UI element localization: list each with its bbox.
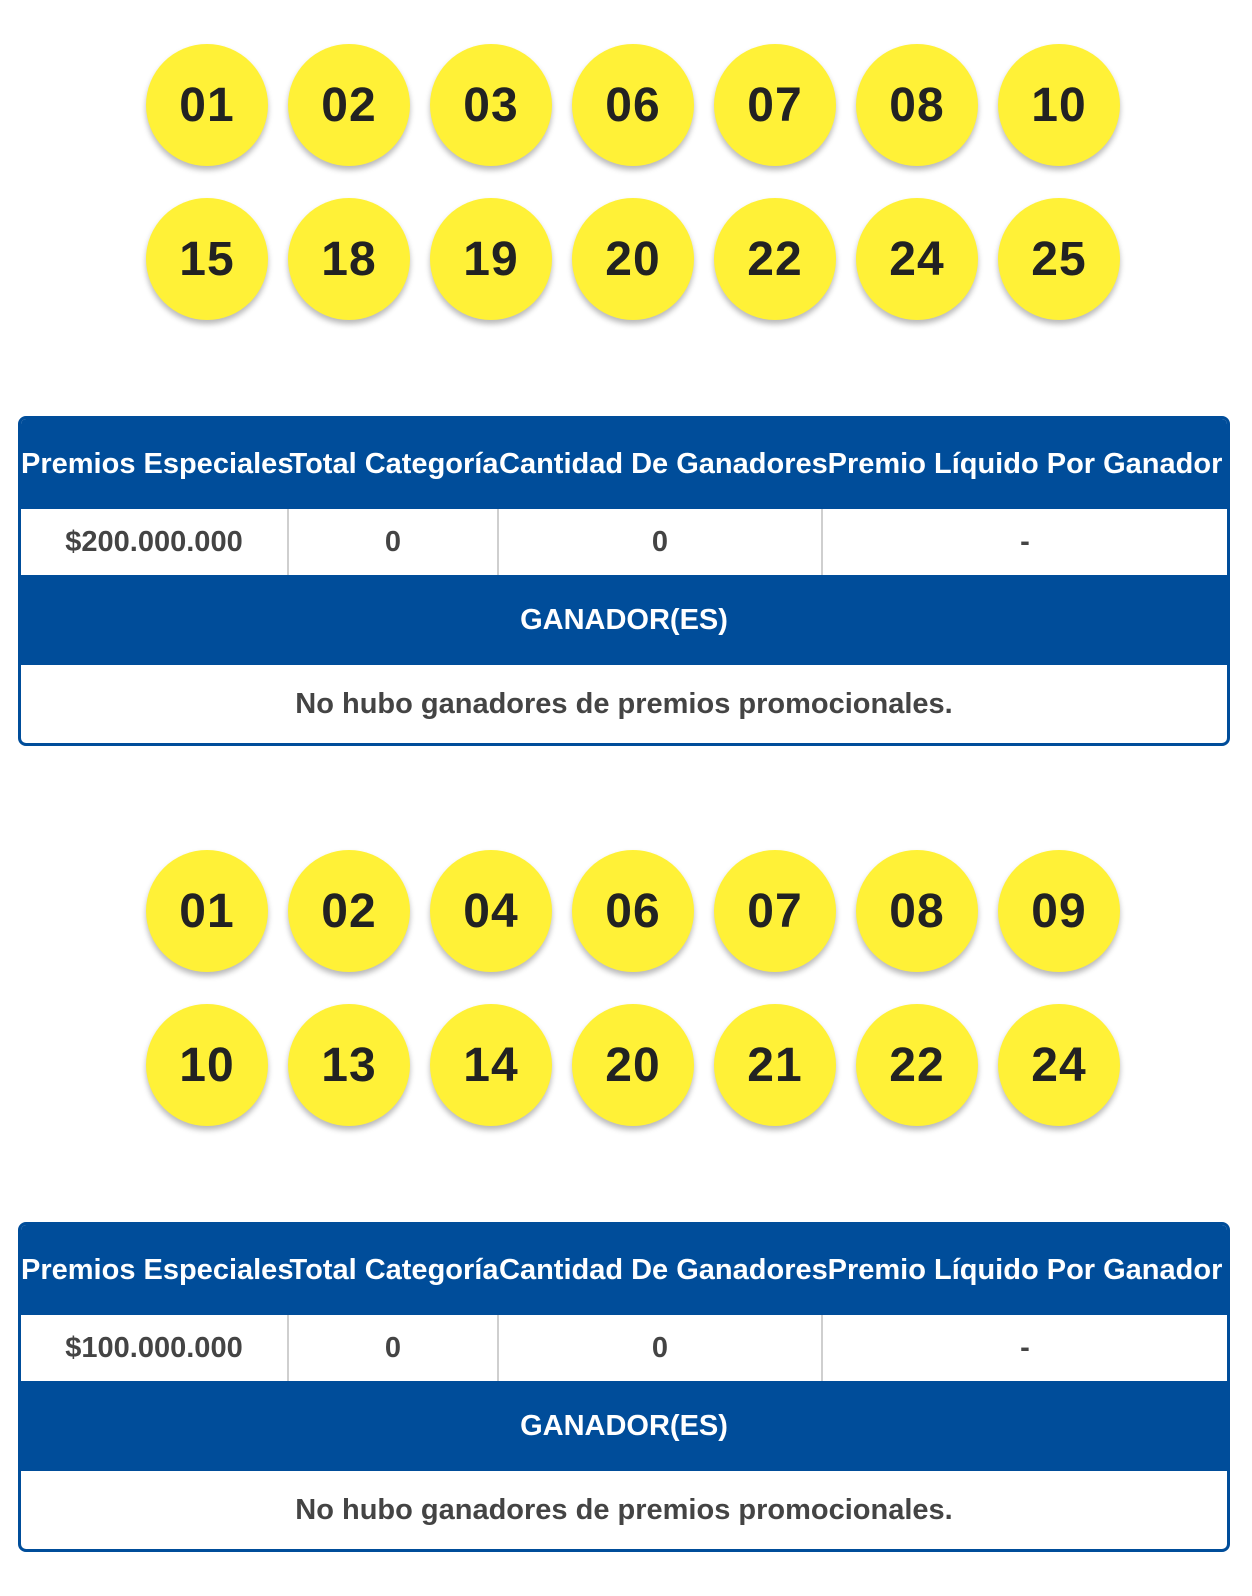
lottery-ball: 20 xyxy=(572,1004,694,1126)
cell-net-prize: - xyxy=(1020,1331,1030,1364)
winners-heading: GANADOR(ES) xyxy=(21,575,1227,665)
table-row xyxy=(21,1315,1227,1381)
lottery-ball: 24 xyxy=(856,198,978,320)
header-premios-especiales: Premios Especiales xyxy=(21,447,294,480)
header-premio-liquido: Premio Líquido Por Ganador xyxy=(827,1253,1223,1286)
header-premios-especiales: Premios Especiales xyxy=(21,1253,294,1286)
lottery-ball: 14 xyxy=(430,1004,552,1126)
lottery-ball: 22 xyxy=(714,198,836,320)
lottery-ball: 13 xyxy=(288,1004,410,1126)
lottery-ball: 25 xyxy=(998,198,1120,320)
cell-total-category: 0 xyxy=(289,509,499,575)
balls-row xyxy=(146,198,1126,320)
balls-row xyxy=(146,44,1126,166)
header-cantidad-ganadores: Cantidad De Ganadores xyxy=(499,447,828,480)
lottery-ball: 20 xyxy=(572,198,694,320)
table-row xyxy=(21,509,1227,575)
balls-row xyxy=(146,850,1126,972)
special-prizes-table xyxy=(18,416,1230,746)
lottery-ball: 24 xyxy=(998,1004,1120,1126)
lottery-ball: 10 xyxy=(146,1004,268,1126)
lottery-ball: 07 xyxy=(714,850,836,972)
header-total-categoria: Total Categoría xyxy=(289,447,499,480)
cell-winner-count: 0 xyxy=(499,509,823,575)
table-header xyxy=(21,419,1227,509)
lottery-ball: 06 xyxy=(572,850,694,972)
header-total-categoria: Total Categoría xyxy=(289,1253,499,1286)
winners-heading: GANADOR(ES) xyxy=(21,1381,1227,1471)
lottery-ball: 01 xyxy=(146,44,268,166)
lottery-ball: 08 xyxy=(856,44,978,166)
lottery-ball: 06 xyxy=(572,44,694,166)
lottery-ball: 18 xyxy=(288,198,410,320)
table-header xyxy=(21,1225,1227,1315)
balls-row xyxy=(146,1004,1126,1126)
lottery-ball: 19 xyxy=(430,198,552,320)
lottery-ball: 02 xyxy=(288,44,410,166)
header-premio-liquido: Premio Líquido Por Ganador xyxy=(827,447,1223,480)
lottery-ball: 04 xyxy=(430,850,552,972)
lottery-ball: 10 xyxy=(998,44,1120,166)
lottery-ball: 03 xyxy=(430,44,552,166)
cell-prize-amount: $200.000.000 xyxy=(21,509,289,575)
cell-total-category: 0 xyxy=(289,1315,499,1381)
lottery-ball: 02 xyxy=(288,850,410,972)
special-prizes-table xyxy=(18,1222,1230,1552)
no-winners-message: No hubo ganadores de premios promocionales. xyxy=(295,687,953,720)
lottery-ball: 09 xyxy=(998,850,1120,972)
lottery-ball: 08 xyxy=(856,850,978,972)
cell-net-prize: - xyxy=(1020,525,1030,558)
no-winners-message: No hubo ganadores de premios promocionales. xyxy=(295,1493,953,1526)
lottery-ball: 01 xyxy=(146,850,268,972)
cell-prize-amount: $100.000.000 xyxy=(21,1315,289,1381)
lottery-ball: 15 xyxy=(146,198,268,320)
cell-winner-count: 0 xyxy=(499,1315,823,1381)
lottery-ball: 07 xyxy=(714,44,836,166)
header-cantidad-ganadores: Cantidad De Ganadores xyxy=(499,1253,828,1286)
lottery-ball: 21 xyxy=(714,1004,836,1126)
lottery-ball: 22 xyxy=(856,1004,978,1126)
